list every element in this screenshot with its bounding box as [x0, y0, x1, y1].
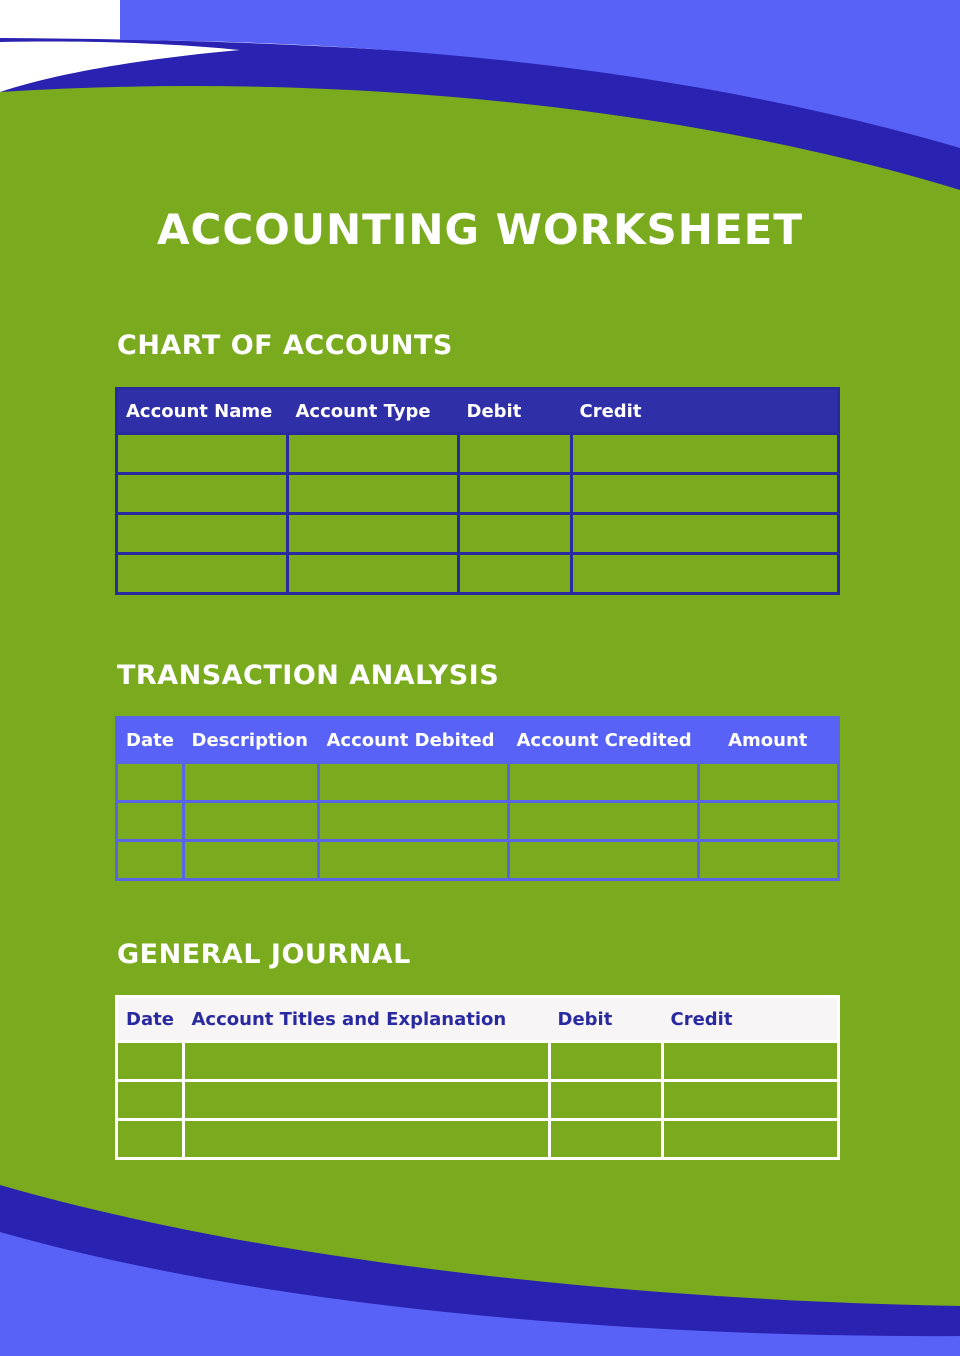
table-row [117, 554, 839, 594]
table-cell[interactable] [319, 802, 509, 841]
column-header-date: Date [117, 718, 184, 763]
table-cell[interactable] [117, 841, 184, 880]
table-cell[interactable] [572, 434, 839, 474]
table-cell[interactable] [117, 1120, 184, 1159]
table-row [117, 1081, 839, 1120]
table-cell[interactable] [184, 1081, 550, 1120]
table-cell[interactable] [184, 1042, 550, 1081]
table-row [117, 763, 839, 802]
table-cell[interactable] [663, 1042, 839, 1081]
table-cell[interactable] [117, 434, 288, 474]
table-cell[interactable] [572, 474, 839, 514]
column-header-debit: Debit [459, 389, 572, 434]
page-title: ACCOUNTING WORKSHEET [157, 205, 803, 254]
table-cell[interactable] [319, 841, 509, 880]
table-cell[interactable] [663, 1120, 839, 1159]
table-cell[interactable] [572, 514, 839, 554]
chart-of-accounts-table [115, 387, 840, 595]
table-cell[interactable] [509, 763, 699, 802]
column-header-account-debited: Account Debited [319, 718, 509, 763]
table-row [117, 474, 839, 514]
table-header-row [117, 389, 839, 434]
table-cell[interactable] [699, 763, 839, 802]
table-header-row [117, 997, 839, 1042]
table-cell[interactable] [663, 1081, 839, 1120]
table-cell[interactable] [550, 1042, 663, 1081]
table-cell[interactable] [509, 841, 699, 880]
column-header-account-titles: Account Titles and Explanation [184, 997, 550, 1042]
table-cell[interactable] [117, 514, 288, 554]
transaction-analysis-table [115, 716, 840, 881]
column-header-account-type: Account Type [288, 389, 459, 434]
table-row [117, 434, 839, 474]
table-cell[interactable] [319, 763, 509, 802]
table-cell[interactable] [117, 1081, 184, 1120]
table-cell[interactable] [117, 763, 184, 802]
table-cell[interactable] [550, 1081, 663, 1120]
table-cell[interactable] [184, 841, 319, 880]
table-cell[interactable] [117, 802, 184, 841]
table-cell[interactable] [117, 1042, 184, 1081]
column-header-credit: Credit [663, 997, 839, 1042]
table-cell[interactable] [459, 554, 572, 594]
column-header-date: Date [117, 997, 184, 1042]
transaction-analysis-heading: TRANSACTION ANALYSIS [117, 660, 500, 691]
table-row [117, 802, 839, 841]
general-journal-table [115, 995, 840, 1160]
table-cell[interactable] [288, 434, 459, 474]
table-cell[interactable] [509, 802, 699, 841]
table-cell[interactable] [117, 474, 288, 514]
table-row [117, 514, 839, 554]
column-header-account-name: Account Name [117, 389, 288, 434]
table-cell[interactable] [184, 763, 319, 802]
table-cell[interactable] [459, 514, 572, 554]
chart-of-accounts-heading: CHART OF ACCOUNTS [117, 330, 453, 361]
table-cell[interactable] [459, 474, 572, 514]
table-cell[interactable] [288, 514, 459, 554]
table-cell[interactable] [699, 802, 839, 841]
table-cell[interactable] [572, 554, 839, 594]
table-cell[interactable] [288, 554, 459, 594]
table-cell[interactable] [184, 802, 319, 841]
table-cell[interactable] [184, 1120, 550, 1159]
table-cell[interactable] [459, 434, 572, 474]
table-row [117, 1120, 839, 1159]
column-header-credit: Credit [572, 389, 839, 434]
column-header-amount: Amount [699, 718, 839, 763]
table-row [117, 1042, 839, 1081]
column-header-description: Description [184, 718, 319, 763]
table-cell[interactable] [699, 841, 839, 880]
table-cell[interactable] [550, 1120, 663, 1159]
table-header-row [117, 718, 839, 763]
table-cell[interactable] [117, 554, 288, 594]
general-journal-heading: GENERAL JOURNAL [117, 939, 411, 970]
column-header-account-credited: Account Credited [509, 718, 699, 763]
table-row [117, 841, 839, 880]
column-header-debit: Debit [550, 997, 663, 1042]
table-cell[interactable] [288, 474, 459, 514]
